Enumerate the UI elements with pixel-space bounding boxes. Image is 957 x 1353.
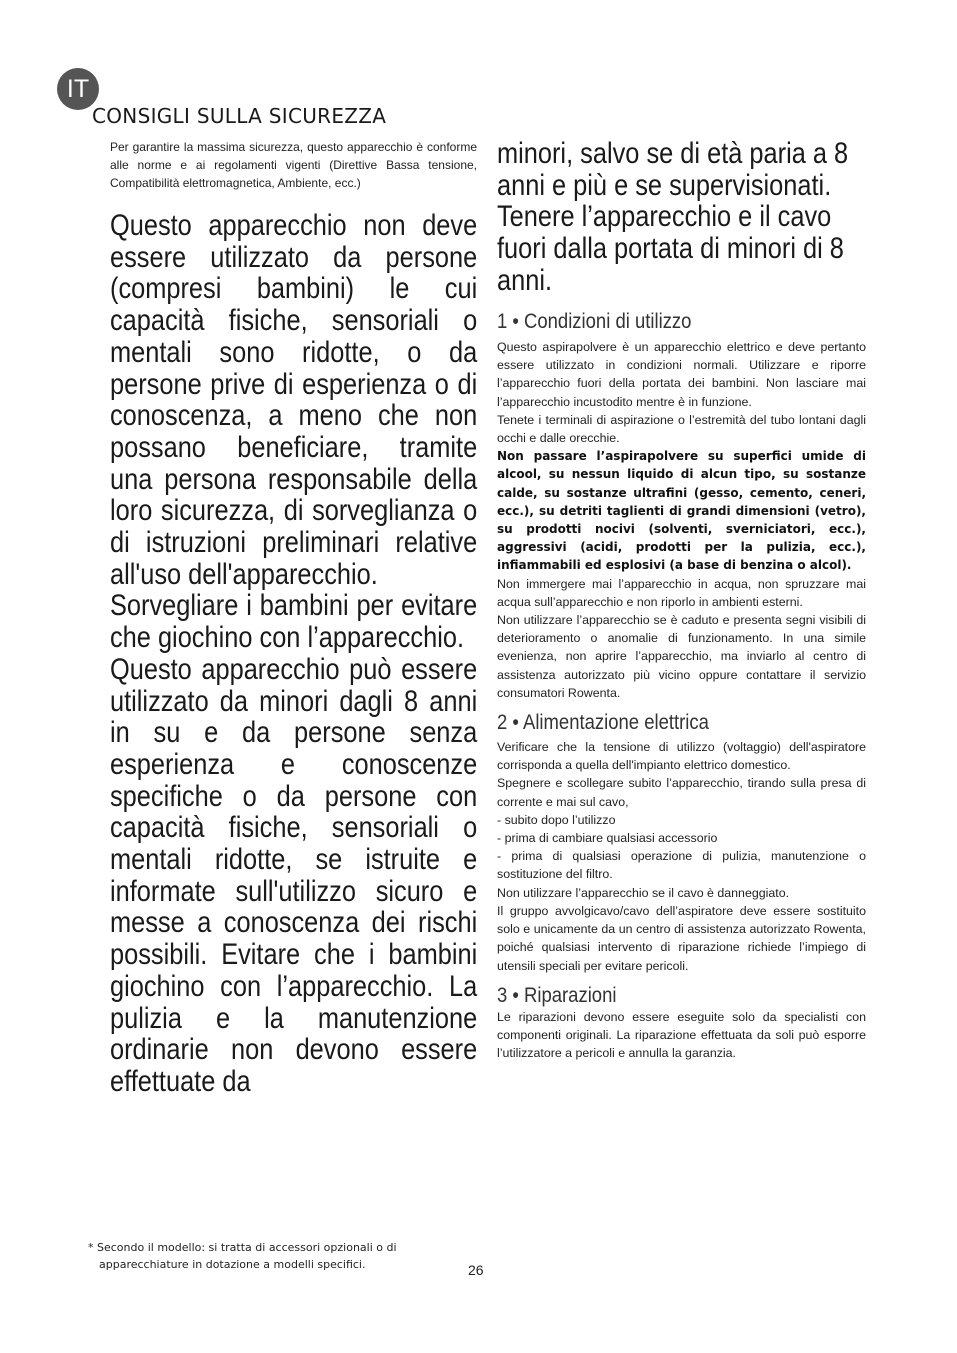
section-heading-repairs: 3 • Riparazioni — [497, 983, 617, 1007]
power-paragraph-4: Il gruppo avvolgicavo/cavo dell’aspiratore deve essere sostituito solo e unicamente da un centro di assistenza autorizzato Rowenta, poiché qualsiasi intervento di riparazione richiede l’impiego di utensili speciali per evitare pericoli. — [497, 903, 866, 973]
warning-paragraph-3: Questo apparecchio può essere utilizzato da minori dagli 8 anni in su e da persone senza esperienza e conoscenze specifiche o da persone con capacità fisiche, sensoriali o mentali ridotte, se istruite e informate sull'utilizzo sicuro e messe a conoscenza dei rischi possibili. Evitare che i bambini giochino con l’apparecchio. La pulizia e la manutenzione ordinarie non devono essere effettuate da — [110, 652, 478, 1098]
section-power — [497, 711, 866, 975]
footnote-line-1: * Secondo il modello: si tratta di accessori opzionali o di — [88, 1241, 397, 1254]
section-usage — [497, 310, 866, 702]
usage-paragraph-1: Questo aspirapolvere è un apparecchio elettrico e deve pertanto essere utilizzato in condizioni normali. Utilizzare e riporre l’apparecchio fuori della portata dei bambini. Non lasciare mai l’apparecchio incustodito mentre è in funzione. — [497, 340, 866, 409]
power-paragraph-2: Spegnere e scollegare subito l’apparecchio, tirando sulla presa di corrente e mai sul cavo, — [497, 776, 866, 809]
usage-paragraph-2: Tenete i terminali di aspirazione o l’estremità del tubo lontani dagli occhi e dalle orecchie. — [497, 412, 866, 446]
warning-left-column — [110, 210, 537, 1098]
section-heading-usage: 1 • Condizioni di utilizzo — [497, 310, 692, 333]
warning-paragraph-1: Questo apparecchio non deve essere utilizzato da persone (compresi bambini) le cui capacità fisiche, sensoriali o mentali sono ridotte, o da persone prive di esperienza o di conoscenza, a meno che non possano beneficiare, tramite una persona responsabile della loro sicurezza, di sorveglianza o di istruzioni preliminari relative all'uso dell'apparecchio. — [110, 209, 478, 591]
intro-paragraph: Per garantire la massima sicurezza, questo apparecchio è conforme alle norme e ai regolamenti vigenti (Direttive Bassa tensione, Compatibilità elettromagnetica, Ambiente, ecc.) — [110, 140, 477, 190]
power-paragraph-3: Non utilizzare l’apparecchio se il cavo è danneggiato. — [497, 885, 790, 900]
power-list-item-3: - prima di qualsiasi operazione di pulizia, manutenzione o sostituzione del filtro. — [497, 849, 866, 882]
usage-paragraph-4: Non utilizzare l’apparecchio se è caduto e presenta segni visibili di deterioramento o anomalie di funzionamento. In una simile evenienza, non aprire l’apparecchio, ma inviarlo al centro di assistenza autorizzato più vicino oppure contattare il servizio consumatori Rowenta. — [497, 613, 866, 700]
repairs-paragraph: Le riparazioni devono essere eseguite solo da specialisti con componenti originali. La riparazione effettuata da soli può esporre l’utilizzatore a pericoli e annulla la garanzia. — [497, 1009, 866, 1061]
page-title: CONSIGLI SULLA SICUREZZA — [92, 104, 387, 128]
power-list-item-1: - subito dopo l’utilizzo — [497, 812, 616, 827]
power-list-item-2: - prima di cambiare qualsiasi accessorio — [497, 831, 718, 846]
section-repairs — [497, 984, 866, 1063]
usage-bold-warning: Non passare l’aspirapolvere su superfici umide di alcool, su nessun liquido di alcun tipo, su sostanze calde, su sostanze ultrafini (gesso, cemento, ceneri, ecc.), su detriti taglienti di grandi dimensioni (vetro), su prodotti nocivi (solventi, sverniciatori, ecc.), aggressivi (acidi, prodotti per la pulizia, ecc.), infiammabili ed esplosivi (a base di benzina o alcol). — [497, 449, 866, 573]
warning-paragraph-continued: minori, salvo se di età paria a 8 anni e più e se supervisionati. Tenere l’apparecchio e il cavo fuori dalla portata di minori di 8 anni. — [497, 137, 849, 297]
page-number: 26 — [468, 1262, 484, 1278]
footnote-line-2: apparecchiature in dotazione a modelli specifici. — [99, 1258, 366, 1271]
power-paragraph-1: Verificare che la tensione di utilizzo (voltaggio) dell'aspiratore corrisponda a quella dell'impianto elettrico domestico. — [497, 740, 866, 773]
section-heading-power: 2 • Alimentazione elettrica — [497, 711, 709, 735]
usage-paragraph-3: Non immergere mai l’apparecchio in acqua, non spruzzare mai acqua sull’apparecchio e non riporlo in ambienti esterni. — [497, 576, 866, 609]
warning-paragraph-2: Sorvegliare i bambini per evitare che giochino con l’apparecchio. — [110, 589, 478, 655]
language-badge: IT — [57, 68, 99, 110]
warning-right-column — [497, 138, 924, 297]
footnote — [88, 1239, 458, 1273]
sections-column — [497, 310, 866, 1062]
